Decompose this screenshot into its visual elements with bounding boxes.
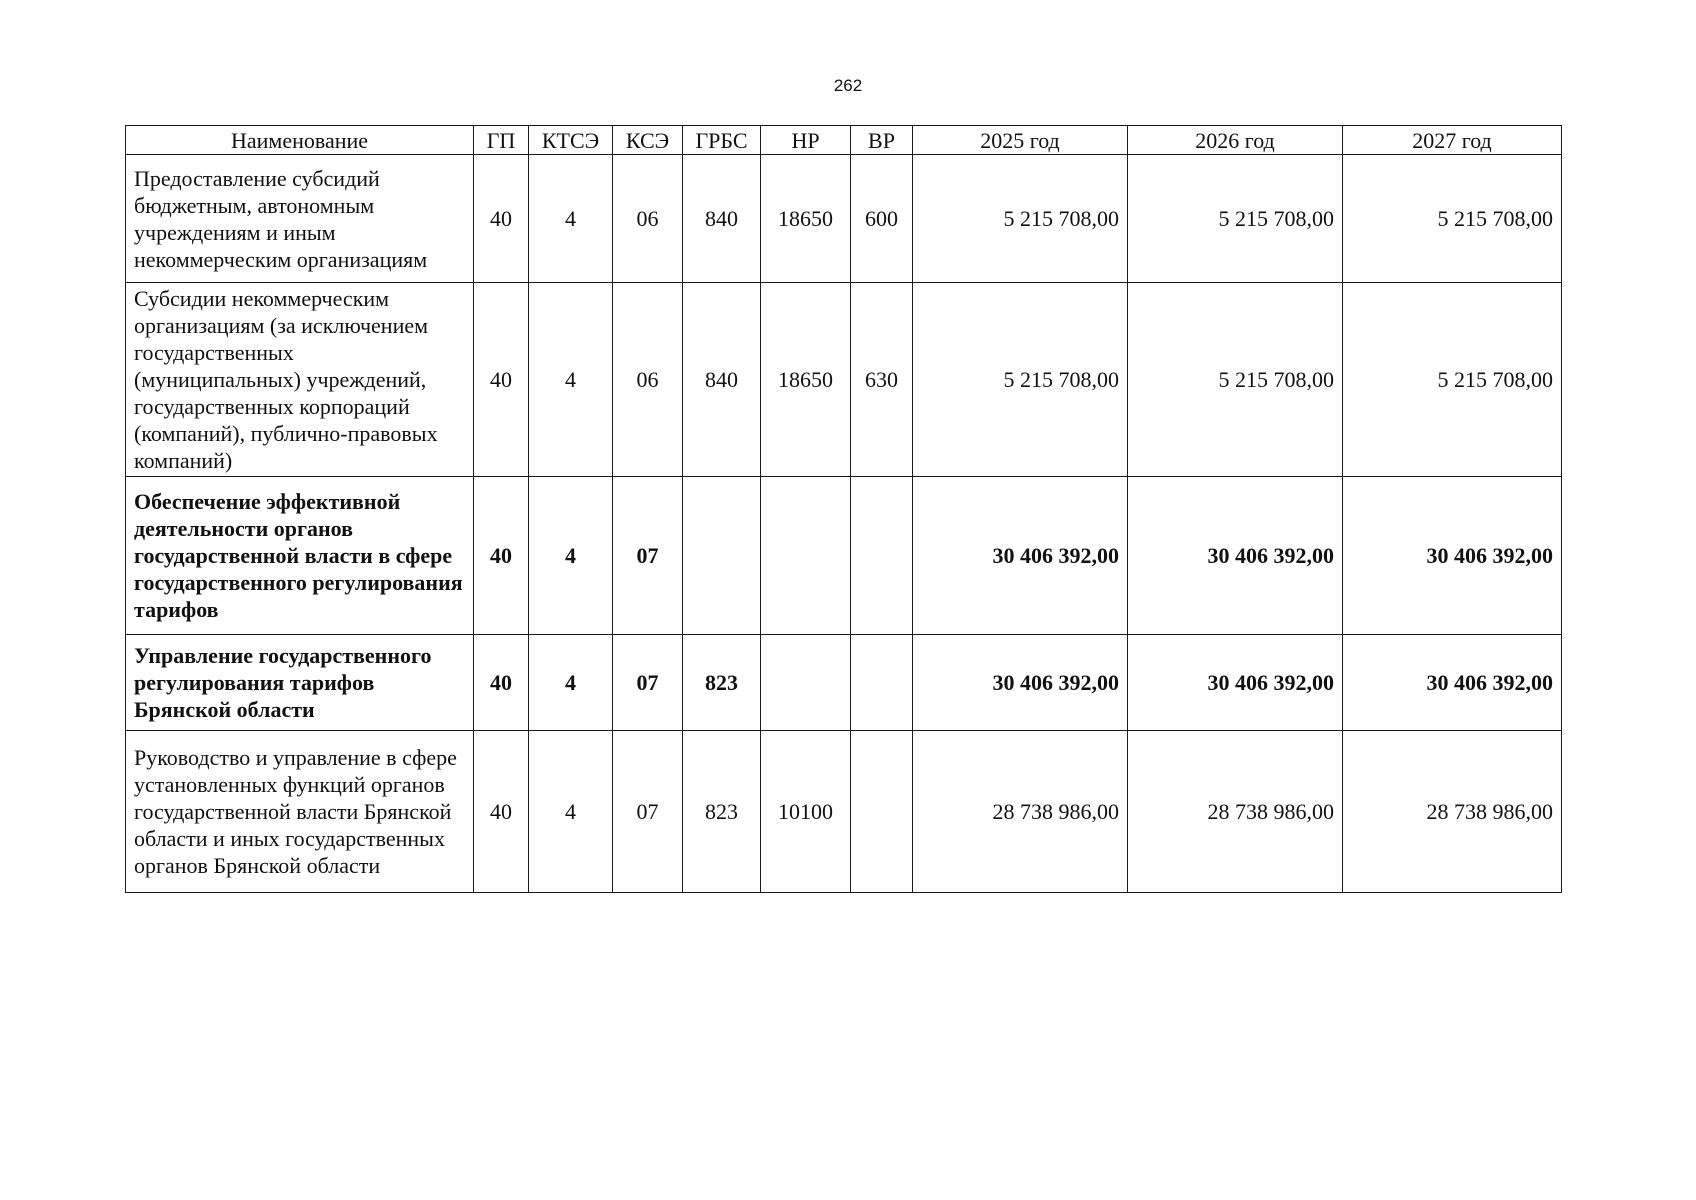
row-vr: 630 [851, 283, 913, 477]
row-2026: 30 406 392,00 [1128, 477, 1343, 635]
header-grbs: ГРБС [683, 126, 761, 155]
row-grbs: 823 [683, 635, 761, 731]
header-gp: ГП [474, 126, 529, 155]
row-2025: 5 215 708,00 [913, 283, 1128, 477]
table-row [126, 283, 1562, 477]
row-vr [851, 731, 913, 893]
row-name: Предоставление субсидий бюджетным, автономным учреждениям и иным некоммерческим организациям [126, 155, 474, 283]
row-kse: 06 [613, 155, 683, 283]
row-2025: 30 406 392,00 [913, 477, 1128, 635]
budget-table [125, 125, 1562, 893]
row-2027: 28 738 986,00 [1343, 731, 1562, 893]
row-name: Руководство и управление в сфере установленных функций органов государственной власти Брянской области и иных государственных органов Брянской области [126, 731, 474, 893]
row-grbs: 840 [683, 283, 761, 477]
table-row [126, 635, 1562, 731]
row-ktse: 4 [529, 283, 613, 477]
row-gp: 40 [474, 635, 529, 731]
row-2025: 28 738 986,00 [913, 731, 1128, 893]
row-2027: 5 215 708,00 [1343, 283, 1562, 477]
header-2026: 2026 год [1128, 126, 1343, 155]
header-kse: КСЭ [613, 126, 683, 155]
row-2025: 30 406 392,00 [913, 635, 1128, 731]
header-nr: НР [761, 126, 851, 155]
row-2025: 5 215 708,00 [913, 155, 1128, 283]
row-vr: 600 [851, 155, 913, 283]
row-2026: 28 738 986,00 [1128, 731, 1343, 893]
row-nr [761, 635, 851, 731]
row-vr [851, 477, 913, 635]
row-grbs: 840 [683, 155, 761, 283]
row-ktse: 4 [529, 731, 613, 893]
row-gp: 40 [474, 731, 529, 893]
row-2027: 30 406 392,00 [1343, 477, 1562, 635]
row-name: Обеспечение эффективной деятельности органов государственной власти в сфере государственного регулирования тарифов [126, 477, 474, 635]
row-2026: 30 406 392,00 [1128, 635, 1343, 731]
row-vr [851, 635, 913, 731]
row-nr: 18650 [761, 155, 851, 283]
table-header-row [126, 126, 1562, 155]
row-grbs [683, 477, 761, 635]
header-2027: 2027 год [1343, 126, 1562, 155]
row-gp: 40 [474, 477, 529, 635]
row-gp: 40 [474, 155, 529, 283]
row-grbs: 823 [683, 731, 761, 893]
row-2027: 30 406 392,00 [1343, 635, 1562, 731]
header-ktse: КТСЭ [529, 126, 613, 155]
row-name: Управление государственного регулирования тарифов Брянской области [126, 635, 474, 731]
row-nr: 10100 [761, 731, 851, 893]
header-2025: 2025 год [913, 126, 1128, 155]
row-2026: 5 215 708,00 [1128, 155, 1343, 283]
row-2026: 5 215 708,00 [1128, 283, 1343, 477]
row-ktse: 4 [529, 635, 613, 731]
row-gp: 40 [474, 283, 529, 477]
table-row [126, 731, 1562, 893]
row-kse: 07 [613, 477, 683, 635]
header-vr: ВР [851, 126, 913, 155]
header-name: Наименование [126, 126, 474, 155]
row-2027: 5 215 708,00 [1343, 155, 1562, 283]
row-kse: 06 [613, 283, 683, 477]
row-nr [761, 477, 851, 635]
table-row [126, 477, 1562, 635]
row-ktse: 4 [529, 155, 613, 283]
row-nr: 18650 [761, 283, 851, 477]
row-ktse: 4 [529, 477, 613, 635]
row-kse: 07 [613, 731, 683, 893]
table-row [126, 155, 1562, 283]
page-number: 262 [833, 76, 863, 95]
row-name: Субсидии некоммерческим организациям (за исключением государственных (муниципальных) учреждений, государственных корпораций (компаний), публично-правовых компаний) [126, 283, 474, 477]
row-kse: 07 [613, 635, 683, 731]
